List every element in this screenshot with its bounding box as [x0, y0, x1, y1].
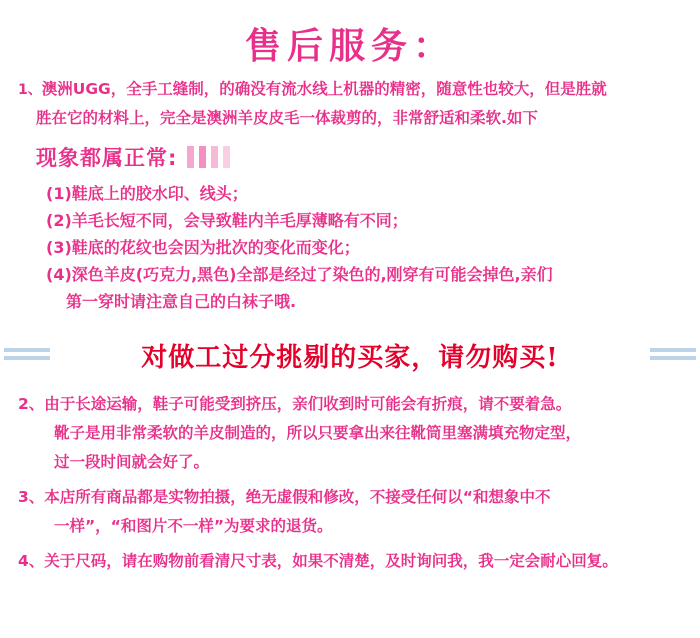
- list-item: (2)羊毛长短不同，会导致鞋内羊毛厚薄略有不同；: [46, 211, 408, 230]
- item-3-line-1: 本店所有商品都是实物拍摄，绝无虚假和修改，不接受任何以“和想象中不: [44, 488, 551, 506]
- item-1-line-2-wrap: [0, 104, 700, 132]
- item-3-line-2: 一样”，“和图片不一样”为要求的退货。: [54, 517, 333, 535]
- item-1-paragraph: [0, 75, 700, 104]
- list-item: (4)深色羊皮(巧克力,黑色)全部是经过了染色的,刚穿有可能会掉色,亲们: [46, 265, 553, 284]
- item-4-line-1: 关于尺码，请在购物前看清尺寸表，如果不清楚，及时询问我，我一定会耐心回复。: [44, 552, 618, 570]
- bar-4-icon: [223, 146, 230, 168]
- item-3-block: [0, 483, 700, 541]
- list-item-continuation: [0, 288, 700, 315]
- item-1-line-2: 胜在它的材料上，完全是澳洲羊皮皮毛一体裁剪的，非常舒适和柔软.如下: [36, 109, 538, 127]
- item-1-line-1: 澳洲UGG，全手工缝制，的确没有流水线上机器的精密，随意性也较大，但是胜就: [41, 80, 607, 98]
- numbered-blocks: [0, 384, 700, 576]
- item-2-line-2: 靴子是用非常柔软的羊皮制造的，所以只要拿出来往靴筒里塞满填充物定型，: [54, 424, 582, 442]
- list-item-continuation-text: 第一穿时请注意自己的白袜子哦.: [66, 292, 297, 311]
- subheading-normal-phenomena: 现象都属正常:: [36, 146, 178, 170]
- bar-3-icon: [211, 146, 218, 168]
- item-1-number: 1、: [18, 82, 42, 98]
- list-item: (1)鞋底上的胶水印、线头；: [46, 184, 248, 203]
- page-title: 售后服务：: [244, 25, 455, 67]
- stripe-left-icon: [4, 348, 50, 364]
- item-4-line-1-wrap: [18, 547, 684, 576]
- stripe-right-icon: [650, 348, 696, 364]
- warning-banner: [0, 337, 700, 374]
- item-2-block: [0, 390, 700, 477]
- warning-banner-text: 对做工过分挑剔的买家，请勿购买!: [141, 343, 559, 373]
- bar-1-icon: [187, 146, 194, 168]
- item-2-line-1-wrap: [18, 390, 684, 419]
- item-2-line-3: 过一段时间就会好了。: [54, 453, 210, 471]
- subheading-row: [0, 132, 700, 176]
- item-4-number: 4、: [18, 552, 45, 570]
- decorative-bars: [187, 146, 230, 168]
- list-item: (3)鞋底的花纹也会因为批次的变化而变化；: [46, 238, 360, 257]
- item-4-block: [0, 547, 700, 576]
- normal-phenomena-list: [0, 176, 700, 315]
- item-3-number: 3、: [18, 488, 45, 506]
- bar-2-icon: [199, 146, 206, 168]
- item-2-line-1: 由于长途运输，鞋子可能受到挤压，亲们收到时可能会有折痕，请不要着急。: [44, 395, 572, 413]
- item-3-line-1-wrap: [18, 483, 684, 512]
- item-2-number: 2、: [18, 395, 45, 413]
